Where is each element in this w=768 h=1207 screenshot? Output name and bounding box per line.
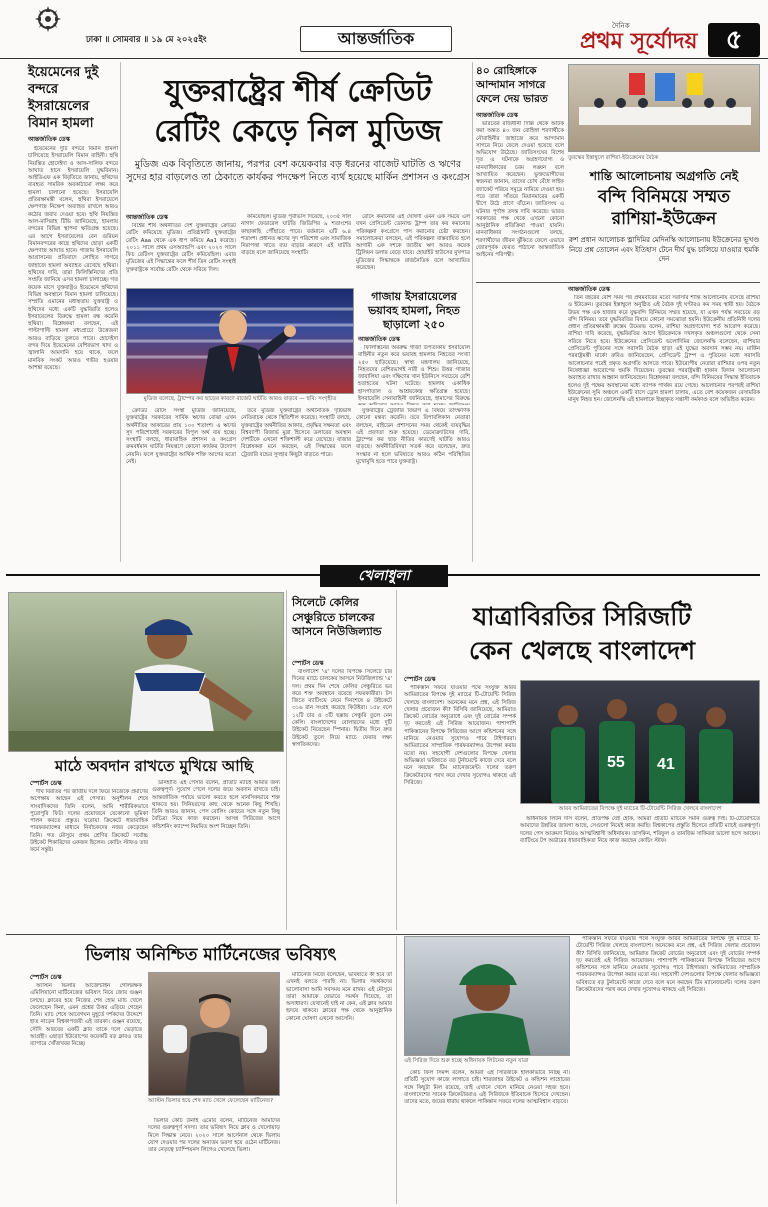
brand-name: প্রথম সূর্যোদয়: [580, 28, 698, 54]
martinez-headline: ভিলায় অনিশ্চিত মার্টিনেজের ভবিষ্যৎ: [85, 945, 337, 965]
page-number: ৫: [708, 23, 760, 57]
ukraine-intro: রুশ প্রধান আলোচক ভ্লাদিমির মেদিনস্কি আলোচনায় ইউক্রেনের ভূখণ্ড নিয়ে প্রশ্ন তোলেন এবং ইতিহাস টেনে দীর্ঘ যুদ্ধ চালিয়ে যাওয়ার হুমকি দেন: [568, 236, 760, 263]
svg-text:41: 41: [657, 756, 675, 773]
ukraine-headline-1: শান্তি আলোচনায় অগ্রগতি নেই: [589, 169, 739, 183]
lead-col3: রেটিং কমানোর এই ঘোষণা এমন এক সময়ে এল যখন প্রেসিডেন্ট ডোনাল্ড ট্রাম্প তার কর কমানোর পরিকল্পনা কংগ্রেসে পাস করানোর চেষ্টা করছেন। সমালোচকরা বলছেন, এই পরিকল্পনা বাস্তবায়িত হলে আগামী এক দশকে জাতীয় ঋণ আরও কয়েক ট্রিলিয়ন ডলার বেড়ে যাবে। হোয়াইট হাউসের মুখপাত্র মুডিজের সিদ্ধান্তকে রাজনৈতিক বলে আখ্যায়িত করেছেন।: [356, 214, 470, 272]
col-rule: [396, 590, 397, 930]
ukraine-body: তিন বছরের বেশি সময় পর প্রথমবারের মতো সরাসরি শান্তি আলোচনায় বসেছে রাশিয়া ও ইউক্রেন। তুরস্কের ইস্তাম্বুলে অনুষ্ঠিত এই বৈঠক দুই ঘণ্টারও কম সময় স্থায়ী হয়। বৈঠকে উভয় পক্ষ এক হাজার করে যুদ্ধবন্দি বিনিময়ে সম্মত হয়েছে, যা এখন পর্যন্ত সবচেয়ে বড় বন্দি বিনিময়। তবে যুদ্ধবিরতির বিষয়ে কোনো সমঝোতা হয়নি। ইউক্রেনীয় প্রতিনিধি দলের প্রধান প্রতিরক্ষামন্ত্রী রুস্তেম উমেরভ বলেন, রাশিয়া অগ্রহণযোগ্য শর্ত আরোপ করেছে। রাশিয়া দাবি করেছে, যুদ্ধবিরতির আগে ইউক্রেনকে দখলকৃত অঞ্চলগুলো থেকে সেনা সরিয়ে নিতে হবে। ইউক্রেনের প্রেসিডেন্ট ভলোদিমির জেলেনস্কি বলেছেন, রাশিয়ার প্রেসিডেন্ট পুতিনের সঙ্গে সরাসরি বৈঠক ছাড়া এই যুদ্ধের অবসান সম্ভব নয়। মার্কিন পররাষ্ট্রমন্ত্রী মার্কো রুবিও জানিয়েছেন, প্রেসিডেন্ট ট্রাম্প ও পুতিনের মধ্যে সরাসরি আলোচনার পরেই প্রকৃত অগ্রগতি আসতে পারে। ইউরোপীয় নেতারা রাশিয়ার ওপর নতুন নিষেধাজ্ঞা আরোপের হুমকি দিয়েছেন। তুরস্কের পররাষ্ট্রমন্ত্রী হাকান ফিদান আলোচনা অব্যাহত রাখার আহ্বান জানিয়েছেন। বিশ্লেষকরা বলছেন, বন্দি বিনিময়ের সিদ্ধান্ত ইতিবাচক হলেও দুই পক্ষের অবস্থানের মধ্যে ব্যাপক পার্থক্য রয়ে গেছে। আলোচনার পরপরই রাশিয়া ইউক্রেনের সুমি অঞ্চলে একটি বাসে ড্রোন হামলা চালায়, এতে বেশ কয়েকজন বেসামরিক মানুষ নিহত হন। জেলেনস্কি এই হামলাকে ইচ্ছাকৃত সন্ত্রাসী কর্মকাণ্ড বলে অভিহিত করেন।: [568, 295, 760, 404]
col-rule: [286, 590, 287, 930]
nz-body: বাংলাদেশ 'এ' দলের বিপক্ষে সিলেটে চার দিনের ম্যাচে চালকের আসনে নিউজিল্যান্ড 'এ' দল। প্রথম দিন শেষে কেলির সেঞ্চুরিতে ভর করে শক্ত অবস্থানে রয়েছে সফরকারীরা। টস জিতে ব্যাটিংয়ে নেমে দিনশেষে ৪ উইকেটে ৩১৬ রান সংগ্রহ করেছে কিউইরা। ১৫৮ বলে ১২টি চার ও ৩টি ছক্কায় সেঞ্চুরি তুলে নেন কেলি। বাংলাদেশের বোলারদের মধ্যে দুটি উইকেট নিয়েছেন স্পিনার। দ্বিতীয় দিনে দ্রুত উইকেট তুলে নিয়ে ম্যাচে ফেরার লক্ষ্য স্বাগতিকদের।: [292, 669, 392, 748]
col-rule: [472, 62, 473, 562]
series-col1: পাকিস্তান সফরে যাওয়ার পথে সংযুক্ত আরব আমিরাতের বিপক্ষে দুই ম্যাচের টি-টোয়েন্টি সিরিজ খেলছে বাংলাদেশ। অনেকের মনে প্রশ্ন, এই সিরিজ খেলার প্রয়োজন কী? বিসিবি জানিয়েছে, আমিরাত ক্রিকেট বোর্ডের অনুরোধে এবং দুই বোর্ডের সম্পর্ক দৃঢ় করতেই এই সিরিজ আয়োজন। পাশাপাশি পাকিস্তানের বিপক্ষে সিরিজের আগে কন্ডিশনের সঙ্গে মানিয়ে নেওয়ার সুযোগও পাবে টাইগাররা। আমিরাতের সাম্প্রতিক পারফরম্যান্সও উপেক্ষা করার মতো নয়। সহযোগী দেশগুলোর বিপক্ষে খেলার অভিজ্ঞতা ভবিষ্যতে বড় টুর্নামেন্টে কাজে দেবে বলে মনে করছেন টিম ম্যানেজমেন্ট। দলের তরুণ ক্রিকেটারদের পরখ করে দেখার সুযোগও থাকছে এই সিরিজে।: [404, 685, 516, 786]
ukraine-photo-caption: তুরস্কের ইস্তাম্বুলে রাশিয়া-ইউক্রেনের বৈঠক: [568, 155, 659, 161]
martinez-photo: [148, 972, 280, 1096]
rohingya-body: ভারতের রাজধানী দিল্লি থেকে আটক করা অন্তত ৪০ জন রোহিঙ্গা শরণার্থীকে নৌবাহিনীর জাহাজে করে আন্দামান সাগরে নিয়ে ফেলে দেওয়া হয়েছে বলে অভিযোগ উঠেছে। জাতিসংঘের বিশেষ দূত এ ঘটনাকে অগ্রহণযোগ্য ও মানবাধিকারের চরম লঙ্ঘন বলে আখ্যায়িত করেছেন। ভুক্তভোগীদের স্বজনরা জানান, তাদের চোখ বেঁধে লাইফ জ্যাকেট পরিয়ে সমুদ্রে নামিয়ে দেওয়া হয়। পরে তারা সাঁতরে মিয়ানমারের একটি দ্বীপে উঠে প্রাণে বাঁচেন। জাতিসংঘ এ ঘটনার পূর্ণাঙ্গ তদন্ত দাবি করেছে। ভারত সরকারের পক্ষ থেকে এখনো কোনো আনুষ্ঠানিক প্রতিক্রিয়া পাওয়া যায়নি। মানবাধিকার সংগঠনগুলো বলছে, শরণার্থীদের জীবন ঝুঁকিতে ফেলে এভাবে জোরপূর্বক ফেরত পাঠানো আন্তর্জাতিক আইনের পরিপন্থী।: [476, 121, 564, 259]
ukraine-photo: [568, 64, 760, 152]
story-rule: [476, 282, 760, 283]
player2-caption: এই সিরিজ দিয়ে শুরু হচ্ছে অধিনায়ক লিটনের নতুন যাত্রা: [404, 1058, 529, 1064]
player-col2: ডানহাতি এই পেসার বলেন, প্রতিটি ম্যাচই আমার জন্য গুরুত্বপূর্ণ। সুযোগ পেলে দলের জয়ে অবদান রাখতে চাই। আন্তর্জাতিক পর্যায়ে ভালো করতে হলে মানসিকভাবে শক্ত থাকতে হয়। সিনিয়রদের কাছ থেকে অনেক কিছু শিখছি। তিনি আরও জানান, পেস বোলিং কোচের সঙ্গে নতুন কিছু বৈচিত্র্য নিয়ে কাজ করছেন। আসন্ন সিরিজের আগে কন্ডিশনিং ক্যাম্পে নিয়মিত অংশ নিচ্ছেন তিনি।: [152, 780, 280, 830]
martinez-col1: অ্যাস্টন ভিলার আর্জেন্টাইন গোলরক্ষক এমিলিয়ানো মার্টিনেজের ভবিষ্যৎ নিয়ে জোর গুঞ্জন চলছে। ক্লাবের হয়ে নিজের শেষ হোম ম্যাচ খেলে ফেলেছেন কিনা, এমন প্রশ্নের উত্তর এড়িয়ে গেছেন তিনি। ম্যাচ শেষে আবেগঘন মুহূর্তে দর্শকদের উদ্দেশে হাত নাড়েন বিশ্বকাপজয়ী এই তারকা। গুঞ্জন রয়েছে, সৌদি আরবের একটি ক্লাব তাকে দলে ভেড়াতে আগ্রহী। এছাড়া ইউরোপের কয়েকটি বড় ক্লাবও তার ব্যাপারে খোঁজখবর নিচ্ছে।: [30, 983, 142, 1048]
lead-lower-col1: ক্রেডিট রেটিং সংস্থা মুডিজ জানিয়েছে, যুক্তরাষ্ট্রের সরকারের সার্বিক ঋণের বোঝা এখন অর্থনীতির আকারের প্রায় ১০০ শতাংশ। এ ঋণের সুদ পরিশোধেই সরকারের বিপুল অর্থ ব্যয় হচ্ছে। সংস্থাটি বলছে, ধারাবাহিক প্রশাসন ও কংগ্রেস ক্রমবর্ধমান ঘাটতি নিয়ন্ত্রণে কোনো কার্যকর উদ্যোগ নেয়নি। ফলে যুক্তরাষ্ট্রের আর্থিক শক্তি আগের মতো নেই।: [126, 408, 236, 466]
masthead-rule: [0, 58, 768, 59]
team-photo-caption: আরব আমিরাতের বিপক্ষে দুই ম্যাচের টি-টোয়েন্টি সিরিজ খেলবে বাংলাদেশ: [558, 806, 722, 812]
col-rule: [120, 62, 121, 562]
gaza-desk: আন্তর্জাতিক ডেস্ক: [358, 336, 400, 343]
gaza-body: ফিলিস্তিনের অবরুদ্ধ গাজা উপত্যকায় ইসরায়েলি বাহিনীর নতুন করে ভয়াবহ হামলায় নিহতের সংখ্যা ২৫০ ছাড়িয়েছে। স্বাস্থ্য মন্ত্রণালয় জানিয়েছে, নিহতদের বেশিরভাগই নারী ও শিশু। উত্তর গাজার জাবালিয়া এবং দক্ষিণের খান ইউনিসে সবচেয়ে বেশি হতাহতের ঘটনা ঘটেছে। হামলায় একাধিক হাসপাতাল ও আশ্রয়কেন্দ্র ক্ষতিগ্রস্ত হয়েছে। ইসরায়েলি সেনাবাহিনী জানিয়েছে, হামাসের বিরুদ্ধে: [358, 345, 470, 403]
series-col3: কোচ ফিল সিমন্স বলেন, আমরা এই সিরিজকে হালকাভাবে নিচ্ছি না। প্রতিটি সুযোগ কাজে লাগাতে চাই। শারজাহর উইকেট ও কন্ডিশন লাহোরের সঙ্গে কিছুটা মিল রয়েছে, তাই এখানে খেলে মানিয়ে নেওয়া সহজ হবে। বাংলাদেশের সাবেক ক্রিকেটাররাও এই সিরিজকে ইতিবাচক হিসেবে দেখছেন। তাদের মতে, জয়ের ধারায় থাকলে পাকিস্তান সফরে দলের আত্মবিশ্বাস বাড়বে।: [404, 1070, 570, 1106]
lead-photo: [126, 288, 354, 394]
player-photo: [8, 592, 284, 752]
rohingya-desk: আন্তর্জাতিক ডেস্ক: [476, 112, 518, 119]
col-rule: [396, 936, 397, 1204]
lead-photo-caption: মুডিজ বলেছে, ট্রাম্পের কর ছাড়ের কারণে বাজেট ঘাটতি আরও বাড়বে — ছবি: সংগৃহীত: [143, 396, 337, 402]
martinez-caption: অ্যাস্টন ভিলার হয়ে শেষ ম্যাচ খেলে ফেলেছেন মার্টিনেজ?: [148, 1098, 274, 1104]
ukraine-desk: আন্তর্জাতিক ডেস্ক: [568, 286, 610, 293]
player2-photo: [404, 936, 570, 1056]
lead-subhead: মুডিজ এক বিবৃতিতে জানায়, পরপর বেশ কয়েকবার বড় ধরনের বাজেট ঘাটতি ও ঋণের সুদের হার বাড়লেও তা ঠেকাতে কার্যকর পদক্ষেপ নিতে ব্যর্থ হয়েছে মার্কিন প্রশাসন ও কংগ্রেস: [126, 159, 470, 183]
rohingya-headline: ৪০ রোহিঙ্গাকে আন্দামান সাগরে ফেলে দেয় ভারত: [476, 65, 548, 105]
lead-col2: কমিয়েছিল। মুডিজ পূর্বাভাস দিয়েছে, ২০৩৫ সাল নাগাদ ফেডারেল ঘাটতি জিডিপির ৯ শতাংশের কাছাকাছি পৌঁছাতে পারে। বর্তমানে এটি ৬.৪ শতাংশ। প্রধানত ঋণের সুদ পরিশোধ এবং সামাজিক নিরাপত্তা খাতে ব্যয় বাড়ার কারণে এই ঘাটতি বাড়ছে বলে জানিয়েছে সংস্থাটি।: [241, 214, 351, 257]
martinez-col3: মার্টিনেজ নিজে বলেছেন, ভবিষ্যতে কী হবে তা এখনই বলতে পারছি না। ভিলার সমর্থকদের ভালোবাসা আমি সবসময় মনে রাখব। এই মৌসুমে তারা আমাকে যেভাবে সমর্থন দিয়েছে, তা অসাধারণ। যেখানেই যাই না কেন, এই ক্লাব আমার হৃদয়ে থাকবে। ক্লাবের পক্ষ থেকে আনুষ্ঠানিক কোনো ঘোষণা এখনো আসেনি।: [286, 972, 392, 1022]
yemen-body: ইয়েমেনের দুটি বন্দরে বিমান হামলা চালিয়েছে ইসরায়েলি বিমান বাহিনী। হুথি নিয়ন্ত্রিত হোদেইদা ও আস-সালিফ বন্দরে আঘাত হানে ইসরায়েলি যুদ্ধবিমান। আইডিএফ এক বিবৃতিতে জানায়, হুথিদের ব্যবহৃত সামরিক অবকাঠামো লক্ষ্য করে হামলা চালানো হয়েছে। ইসরায়েলি প্রতিরক্ষামন্ত্রী বলেন, হুথিরা ইসরায়েলে ক্ষেপণাস্ত্র নিক্ষেপ অব্যাহত রাখলে আরও কঠোর জবাব দেওয়া হবে। হুথি নিয়ন্ত্রিত আল-মাসিরাহ টিভি জানিয়েছে, হামলায় বন্দরের বিভিন্ন স্থাপনা ক্ষতিগ্রস্ত হয়েছে। এর আগে ইসরায়েলের বেন গুরিয়ন বিমানবন্দরের কাছে হুথিদের ছোড়া একটি ক্ষেপণাস্ত্র আঘাত হানে। গাজায় ইসরায়েলি আগ্রাসনের প্রতিবাদে লোহিত সাগরে জাহাজে হামলা অব্যাহত রেখেছে হুথিরা। হুথিদের দাবি, তারা ফিলিস্তিনিদের প্রতি সংহতি জানিয়ে এসব হামলা চালাচ্ছে। গত কয়েক মাসে যুক্তরাষ্ট্রও ইয়েমেনে হুথিদের বিভিন্ন অবস্থানে বিমান হামলা চালিয়েছে। সম্প্রতি ওমানের মধ্যস্থতায় যুক্তরাষ্ট্র ও হুথিদের মধ্যে একটি যুদ্ধবিরতি হলেও ইসরায়েলের বিরুদ্ধে হামলা বন্ধ করেনি হুথিরা। বিশ্লেষকরা বলছেন, এই পাল্টাপাল্টি হামলা মধ্যপ্রাচ্যে উত্তেজনা আরও বাড়িয়ে তুলতে পারে। হোদেইদা বন্দর দিয়ে ইয়েমেনের বেশিরভাগ খাদ্য ও জ্বালানি আমদানি হয়ে থাকে, ফলে মানবিক সংকট আরও গভীর হওয়ার আশঙ্কা রয়েছে।: [28, 146, 118, 371]
gaza-headline: গাজায় ইসরায়েলের ভয়াবহ হামলা, নিহত ছাড়ালো ২৫০: [368, 290, 460, 331]
ukraine-headline-2: বন্দি বিনিময়ে সম্মত: [597, 187, 731, 207]
lead-headline: যুক্তরাষ্ট্রের শীর্ষ ক্রেডিট রেটিং কেড়ে নিল মুডিজ: [154, 74, 442, 149]
lead-lower-col2: তবে মুডিজ যুক্তরাষ্ট্রের অর্থনৈতিক দৃষ্টিভঙ্গি নেতিবাচক থেকে স্থিতিশীল করেছে। সংস্থাটি বলছে, যুক্তরাষ্ট্রের অর্থনীতির আকার, প্রবৃদ্ধির সক্ষমতা এবং বিশ্বব্যাপী রিজার্ভ মুদ্রা হিসেবে ডলারের অবস্থান দেশটিকে এখনো শক্তিশালী করে রেখেছে। বাজার বিশ্লেষকরা মনে করছেন, এই সিদ্ধান্তের ফলে ট্রেজারি বন্ডের সুদহার কিছুটা বাড়তে পারে।: [241, 408, 351, 458]
svg-text:55: 55: [607, 754, 625, 771]
martinez-desk: স্পোর্টস ডেস্ক: [30, 974, 62, 981]
sports-lower-rule: [6, 934, 760, 935]
series-headline: যাত্রাবিরতির সিরিজটি কেন খেলছে বাংলাদেশ: [468, 602, 696, 665]
player-headline: মাঠে অবদান রাখতে মুখিয়ে আছি: [54, 757, 254, 775]
series-col2: অধিনায়ক লিটন দাস বলেন, প্রতিপক্ষ যেই হোক, আমরা প্রতিটি ম্যাচকে সমান গুরুত্ব দিই। টি-টোয়েন্টিতে আমাদের উন্নতির জায়গা আছে, সেগুলো নিয়েই কাজ করছি। বিশ্বকাপের প্রস্তুতি হিসেবে প্রতিটি ম্যাচই গুরুত্বপূর্ণ। দলের পেস আক্রমণ নিয়েও আত্মবিশ্বাসী অধিনায়ক। তাসকিন, শরিফুল ও তানজিম সাকিবরা ভালো ছন্দে আছেন। ব্যাটিংয়ে টপ অর্ডারের ধারাবাহিকতা নিয়ে কাজ করছেন কোচিং স্টাফ।: [520, 816, 760, 844]
martinez-col2: ভিলার কোচ উনাই এমেরি বলেন, মার্টিনেজ আমাদের দলের গুরুত্বপূর্ণ সদস্য। তার ভবিষ্যৎ নিয়ে ক্লাব ও খেলোয়াড় মিলে সিদ্ধান্ত নেবে। ২০২০ সালে আর্সেনাল থেকে ভিলায় যোগ দেওয়ার পর দলের অন্যতম ভরসা হয়ে ওঠেন মার্টিনেজ। তার নেতৃত্বে চ্যাম্পিয়নস লিগেও খেলেছে ভিলা।: [148, 1118, 280, 1154]
series-desk: স্পোর্টস ডেস্ক: [404, 676, 436, 683]
player-col1: দীর্ঘ বিরতির পর জাতীয় দলে ফিরে নিজেকে প্রমাণের অপেক্ষায় আছেন এই পেসার। অনুশীলন শেষে সাংবাদিকদের তিনি বলেন, আমি শারীরিকভাবে পুরোপুরি ফিট। দলের প্রয়োজনে যেকোনো ভূমিকা পালন করতে প্রস্তুত। ঘরোয়া ক্রিকেটে ধারাবাহিক পারফরম্যান্সের মাধ্যমে নির্বাচকদের নজর কেড়েছেন তিনি। গত মৌসুমে প্রথম শ্রেণির ক্রিকেটে সর্বোচ্চ উইকেট শিকারিদের একজন ছিলেন। কোচিং স্টাফও তার ফর্মে সন্তুষ্ট।: [30, 789, 148, 854]
lead-col1: বিশ্বের শীর্ষ অর্থনীতির দেশ যুক্তরাষ্ট্রের ক্রেডিট রেটিং কমিয়েছে মুডিজ। প্রতিষ্ঠানটি যুক্তরাষ্ট্রের রেটিং Aaa থেকে এক ধাপ কমিয়ে Aa1 করেছে। ২০১১ সালে প্রথম এসঅ্যান্ডপি এবং ২০২৩ সালে ফিচ রেটিংস যুক্তরাষ্ট্রের রেটিং কমিয়েছিল। এবার মুডিজের এই সিদ্ধান্তের ফলে শীর্ষ তিন রেটিং সংস্থাই যুক্তরাষ্ট্রকে সর্বোচ্চ রেটিং থেকে সরিয়ে দিল।: [126, 223, 236, 273]
sports-banner: খেলাধুলা: [320, 565, 448, 587]
series-col4: পাকিস্তান সফরে যাওয়ার পথে সংযুক্ত আরব আমিরাতের বিপক্ষে দুই ম্যাচের টি-টোয়েন্টি সিরিজ খেলছে বাংলাদেশ। অনেকের মনে প্রশ্ন, এই সিরিজ খেলার প্রয়োজন কী? বিসিবি জানিয়েছে, আমিরাত ক্রিকেট বোর্ডের অনুরোধে এবং দুই বোর্ডের সম্পর্ক দৃঢ় করতেই এই সিরিজ আয়োজন। পাশাপাশি পাকিস্তানের বিপক্ষে সিরিজের আগে কন্ডিশনের সঙ্গে মানিয়ে নেওয়ার সুযোগও পাবে টাইগাররা। আমিরাতের সাম্প্রতিক পারফরম্যান্সও উপেক্ষা করার মতো নয়। সহযোগী দেশগুলোর বিপক্ষে খেলার অভিজ্ঞতা ভবিষ্যতে বড় টুর্নামেন্টে কাজে দেবে বলে মনে করছেন টিম ম্যানেজমেন্ট। দলের তরুণ ক্রিকেটারদের পরখ করে দেখার সুযোগও থাকছে এই সিরিজে।: [576, 936, 760, 994]
ukraine-headline-3: রাশিয়া-ইউক্রেন: [611, 209, 717, 229]
team-photo: [520, 680, 760, 804]
nz-desk: স্পোর্টস ডেস্ক: [292, 660, 324, 667]
yemen-desk: আন্তর্জাতিক ডেস্ক: [28, 136, 70, 143]
dateline: ঢাকা ॥ সোমবার ॥ ১৯ মে ২০২৫ইং: [86, 35, 207, 45]
ornament-logo: [6, 4, 70, 34]
yemen-headline: ইয়েমেনের দুই বন্দরে ইসরায়েলের বিমান হামলা: [28, 65, 99, 131]
lead-lower-col3: যুক্তরাষ্ট্রের ট্রেজারি বিভাগ এ বিষয়ে তাৎক্ষণিক কোনো মন্তব্য করেনি। তবে রিপাবলিকান নেতারা বলছেন, বাইডেন প্রশাসনের সময় থেকেই ব্যয়বৃদ্ধির এই প্রবণতা শুরু হয়েছে। ডেমোক্র্যাটদের দাবি, ট্রাম্পের কর ছাড় নীতির কারণেই ঘাটতি আরও বাড়ছে। অর্থনীতিবিদরা সতর্ক করে বলেছেন, দ্রুত সংস্কার না হলে ভবিষ্যতে আরও কঠিন পরিস্থিতির মুখোমুখি হতে পারে যুক্তরাষ্ট্র।: [356, 408, 470, 466]
section-title: আন্তর্জাতিক: [300, 26, 452, 52]
nz-headline: সিলেটে কেলির সেঞ্চুরিতে চালকের আসনে নিউজিল্যান্ড: [292, 596, 382, 638]
player-desk: স্পোর্টস ডেস্ক: [30, 780, 62, 787]
lead-desk: আন্তর্জাতিক ডেস্ক: [126, 214, 168, 221]
brand-small: দৈনিক: [612, 22, 630, 30]
